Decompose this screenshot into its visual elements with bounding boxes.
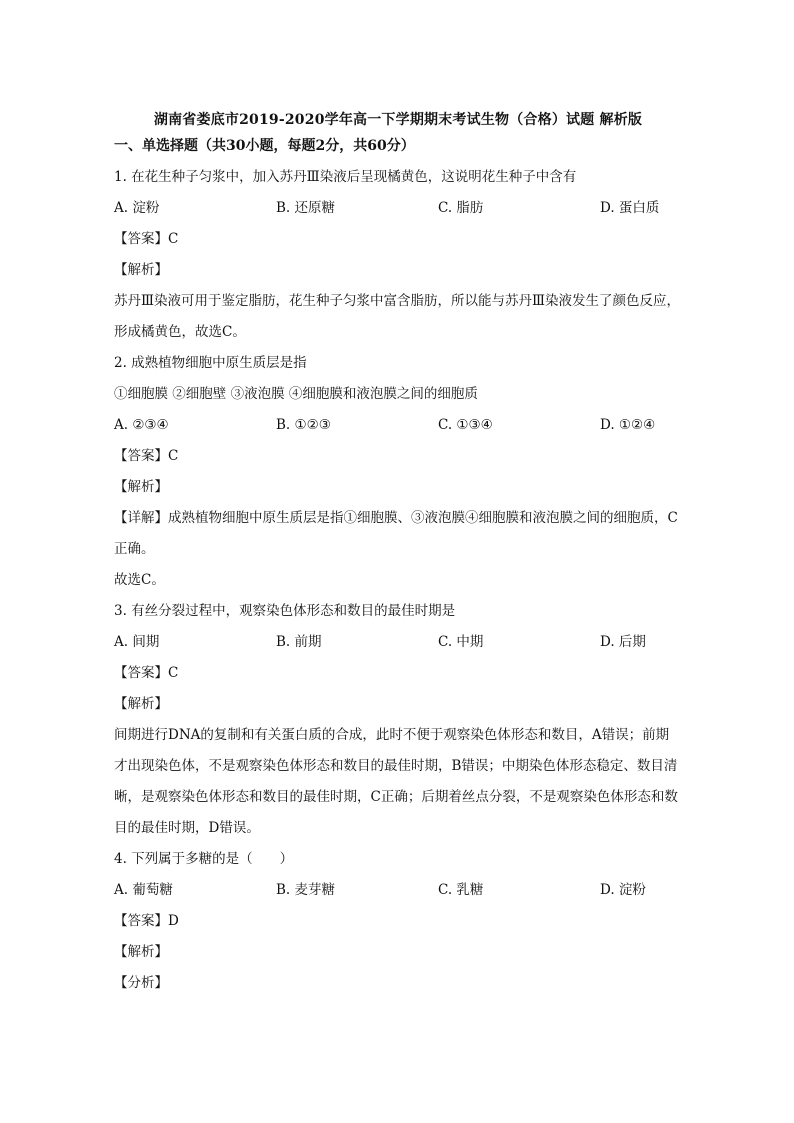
section-heading: 一、单选择题（共30小题，每题2分，共60分） bbox=[114, 138, 415, 154]
option-d: D. ①②④ bbox=[600, 417, 656, 433]
analysis-label: 【解析】 bbox=[114, 479, 168, 495]
question-stem: 2. 成熟植物细胞中原生质层是指 bbox=[114, 355, 307, 371]
analysis-label: 【解析】 bbox=[114, 262, 168, 278]
option-b: B. 还原糖 bbox=[276, 200, 336, 216]
analysis-label: 【解析】 bbox=[114, 696, 168, 712]
question-2 bbox=[114, 348, 682, 596]
question-4 bbox=[114, 844, 682, 999]
option-a: A. ②③④ bbox=[114, 417, 169, 433]
option-a: A. 淀粉 bbox=[114, 200, 160, 216]
conclusion-text: 故选C。 bbox=[114, 572, 165, 588]
question-stem: 3. 有丝分裂过程中，观察染色体形态和数目的最佳时期是 bbox=[114, 603, 456, 619]
question-choices: ①细胞膜 ②细胞壁 ③液泡膜 ④细胞膜和液泡膜之间的细胞质 bbox=[114, 386, 478, 402]
option-d: D. 淀粉 bbox=[600, 882, 646, 898]
document-title: 湖南省娄底市2019-2020学年高一下学期期末考试生物（合格）试题 解析版 bbox=[153, 112, 643, 128]
option-b: B. 前期 bbox=[276, 634, 322, 650]
analysis-label: 【解析】 bbox=[114, 944, 168, 960]
option-d: D. 蛋白质 bbox=[600, 200, 660, 216]
answer-line: 【答案】D bbox=[114, 913, 179, 929]
question-stem: 1. 在花生种子匀浆中，加入苏丹Ⅲ染液后呈现橘黄色，这说明花生种子中含有 bbox=[114, 169, 577, 185]
option-a: A. 间期 bbox=[114, 634, 160, 650]
question-3 bbox=[114, 596, 682, 844]
option-c: C. ①③④ bbox=[438, 417, 493, 433]
option-b: B. 麦芽糖 bbox=[276, 882, 336, 898]
answer-line: 【答案】C bbox=[114, 665, 179, 681]
analysis-text: 间期进行DNA的复制和有关蛋白质的合成，此时不便于观察染色体形态和数目，A错误；前期才出现染色体，不是观察染色体形态和数目的最佳时期，B错误；中期染色体形态稳定、数目清晰，是观察染色体形态和数目的最佳时期，C正确；后期着丝点分裂，不是观察染色体形态和数目的最佳时期，D错误。 bbox=[114, 727, 678, 836]
options-row bbox=[114, 875, 682, 906]
option-b: B. ①②③ bbox=[276, 417, 331, 433]
option-c: C. 脂肪 bbox=[438, 200, 484, 216]
question-1 bbox=[114, 162, 682, 348]
option-c: C. 中期 bbox=[438, 634, 484, 650]
options-row bbox=[114, 193, 682, 224]
option-c: C. 乳糖 bbox=[438, 882, 484, 898]
question-stem: 4. 下列属于多糖的是（ ） bbox=[114, 851, 294, 867]
option-a: A. 葡萄糖 bbox=[114, 882, 173, 898]
answer-line: 【答案】C bbox=[114, 231, 179, 247]
detail-text: 【详解】成熟植物细胞中原生质层是指①细胞膜、③液泡膜④细胞膜和液泡膜之间的细胞质，C正确。 bbox=[114, 510, 678, 557]
analysis-text: 苏丹Ⅲ染液可用于鉴定脂肪，花生种子匀浆中富含脂肪，所以能与苏丹Ⅲ染液发生了颜色反应，形成橘黄色，故选C。 bbox=[114, 293, 681, 340]
sub-analysis-label: 【分析】 bbox=[114, 975, 168, 991]
answer-line: 【答案】C bbox=[114, 448, 179, 464]
option-d: D. 后期 bbox=[600, 634, 646, 650]
options-row bbox=[114, 627, 682, 658]
options-row bbox=[114, 410, 682, 441]
